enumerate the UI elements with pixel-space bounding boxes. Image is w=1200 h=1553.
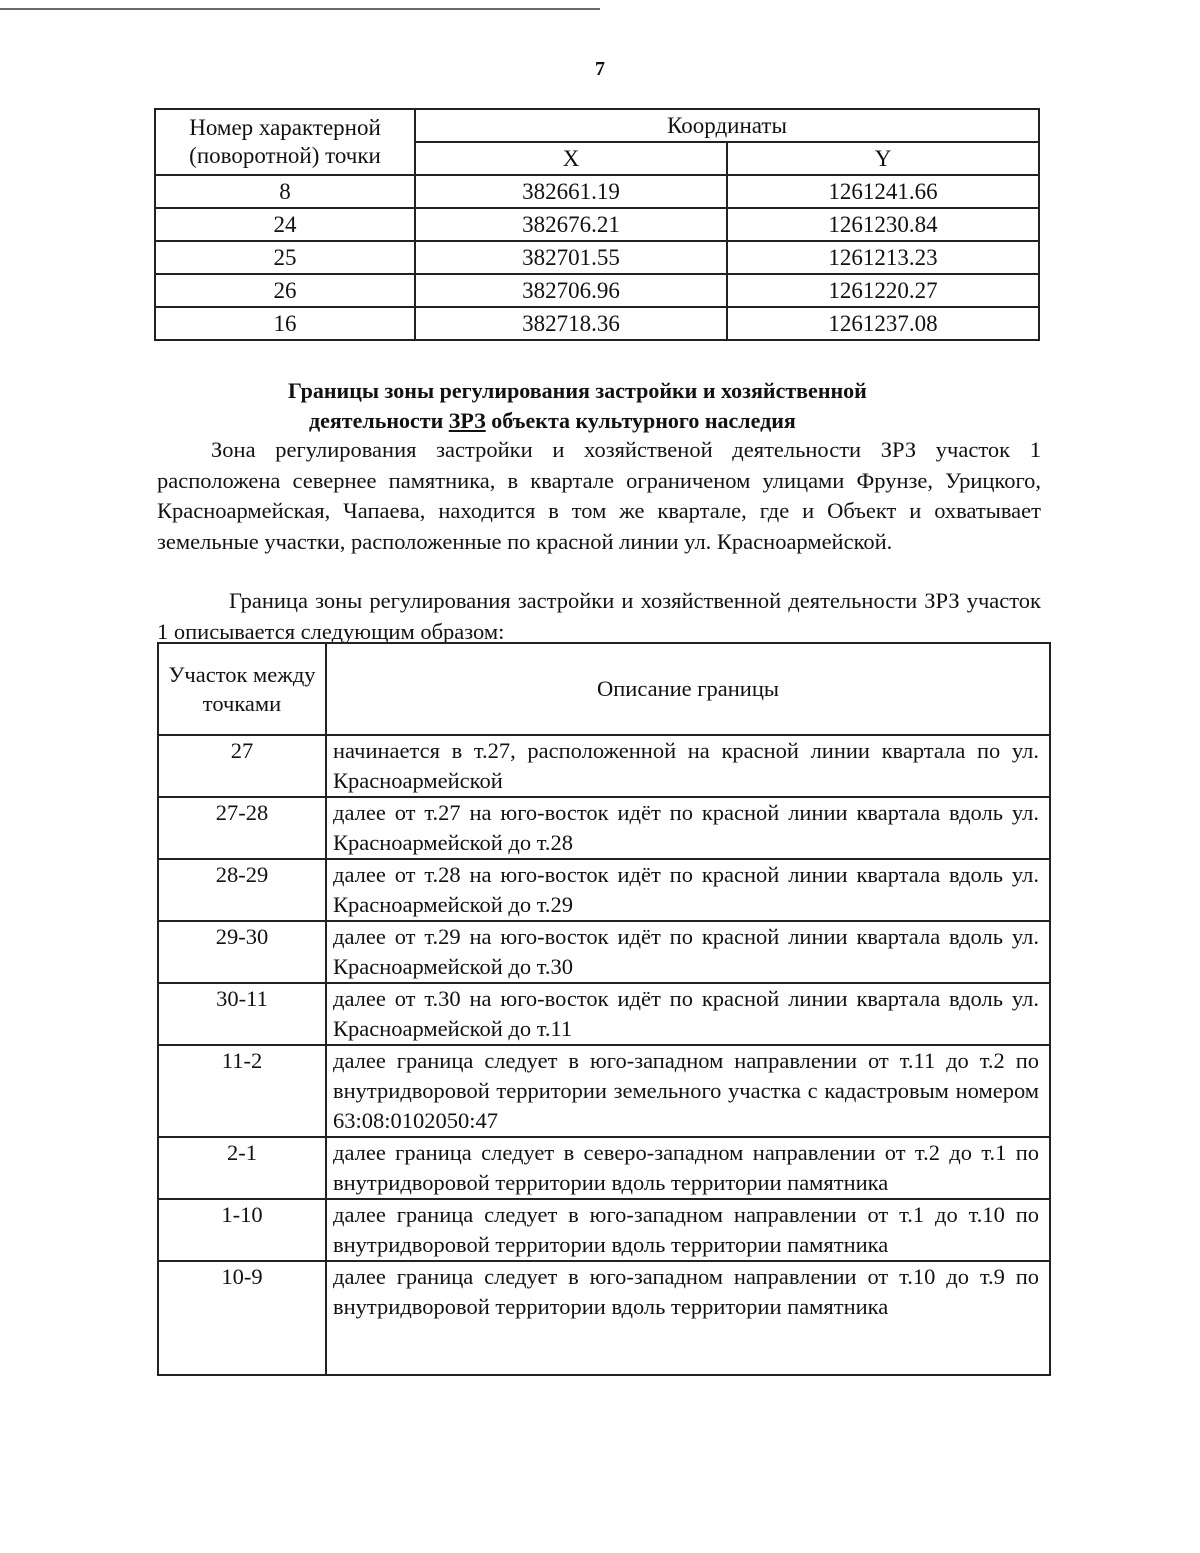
- section-title-line1: Границы зоны регулирования застройки и хозяйственной: [288, 378, 867, 403]
- table-row: [158, 983, 1050, 1045]
- y-header: Y: [727, 142, 1039, 175]
- table-row: [158, 1199, 1050, 1261]
- segment-cell: 27-28: [158, 797, 326, 859]
- boundary-table: [157, 642, 1051, 1376]
- page-number: 7: [595, 58, 605, 80]
- section-title: [154, 376, 1104, 436]
- description-cell: далее от т.29 на юго-восток идёт по красной линии квартала вдоль ул. Красноармейской до т.30: [326, 921, 1050, 983]
- point-cell: 16: [155, 307, 415, 340]
- point-number-header: Номер характерной (поворотной) точки: [155, 109, 415, 175]
- table-row: [155, 175, 1039, 208]
- title-suffix: объекта культурного наследия: [485, 408, 796, 433]
- description-cell: далее граница следует в северо-западном направлении от т.2 до т.1 по внутридворовой территории вдоль территории памятника: [326, 1137, 1050, 1199]
- title-prefix: деятельности: [309, 408, 449, 433]
- y-cell: 1261237.08: [727, 307, 1039, 340]
- x-cell: 382706.96: [415, 274, 727, 307]
- description-cell: начинается в т.27, расположенной на красной линии квартала по ул. Красноармейской: [326, 735, 1050, 797]
- point-cell: 24: [155, 208, 415, 241]
- description-cell: далее граница следует в юго-западном направлении от т.11 до т.2 по внутридворовой территории земельного участка с кадастровым номером 63:08:0102050:47: [326, 1045, 1050, 1137]
- segment-cell: 10-9: [158, 1261, 326, 1375]
- x-cell: 382676.21: [415, 208, 727, 241]
- segment-cell: 30-11: [158, 983, 326, 1045]
- table-row: [158, 1261, 1050, 1375]
- section-title-line2: [154, 406, 1104, 436]
- segment-cell: 28-29: [158, 859, 326, 921]
- zone-description-paragraph: Зона регулирования застройки и хозяйственой деятельности ЗРЗ участок 1 расположена севернее памятника, в квартале ограниченом улицами Фрунзе, Урицкого, Красноармейская, Чапаева, находится в том же квартале, где и Объект и охватывает земельные участки, расположенные по красной линии ул. Красноармейской.: [157, 437, 1041, 554]
- table-row: [155, 208, 1039, 241]
- zrz-abbreviation: ЗРЗ: [448, 408, 486, 433]
- segment-cell: 2-1: [158, 1137, 326, 1199]
- description-cell: далее от т.27 на юго-восток идёт по красной линии квартала вдоль ул. Красноармейской до т.28: [326, 797, 1050, 859]
- y-cell: 1261220.27: [727, 274, 1039, 307]
- table-row: [158, 1045, 1050, 1137]
- y-cell: 1261241.66: [727, 175, 1039, 208]
- x-header: X: [415, 142, 727, 175]
- x-cell: 382661.19: [415, 175, 727, 208]
- description-cell: далее от т.30 на юго-восток идёт по красной линии квартала вдоль ул. Красноармейской до т.11: [326, 983, 1050, 1045]
- x-cell: 382701.55: [415, 241, 727, 274]
- table-row: [158, 797, 1050, 859]
- segment-header: Участок между точками: [158, 643, 326, 735]
- coordinates-table: [154, 108, 1040, 341]
- table-row: [158, 921, 1050, 983]
- table-row: [158, 859, 1050, 921]
- description-cell: далее от т.28 на юго-восток идёт по красной линии квартала вдоль ул. Красноармейской до т.29: [326, 859, 1050, 921]
- segment-cell: 11-2: [158, 1045, 326, 1137]
- table-row: [158, 735, 1050, 797]
- point-cell: 8: [155, 175, 415, 208]
- description-header: Описание границы: [326, 643, 1050, 735]
- table-row: [155, 307, 1039, 340]
- x-cell: 382718.36: [415, 307, 727, 340]
- y-cell: 1261230.84: [727, 208, 1039, 241]
- table-row: [158, 1137, 1050, 1199]
- table-row: [155, 274, 1039, 307]
- point-cell: 26: [155, 274, 415, 307]
- y-cell: 1261213.23: [727, 241, 1039, 274]
- segment-cell: 1-10: [158, 1199, 326, 1261]
- point-cell: 25: [155, 241, 415, 274]
- table-row: [155, 241, 1039, 274]
- coordinates-header: Координаты: [415, 109, 1039, 142]
- segment-cell: 29-30: [158, 921, 326, 983]
- description-cell: далее граница следует в юго-западном направлении от т.1 до т.10 по внутридворовой территории вдоль территории памятника: [326, 1199, 1050, 1261]
- boundary-intro-paragraph: Граница зоны регулирования застройки и хозяйственной деятельности ЗРЗ участок 1 описывается следующим образом:: [157, 588, 1041, 644]
- description-cell: далее граница следует в юго-западном направлении от т.10 до т.9 по внутридворовой территории вдоль территории памятника: [326, 1261, 1050, 1375]
- scan-edge-line: [0, 8, 600, 10]
- segment-cell: 27: [158, 735, 326, 797]
